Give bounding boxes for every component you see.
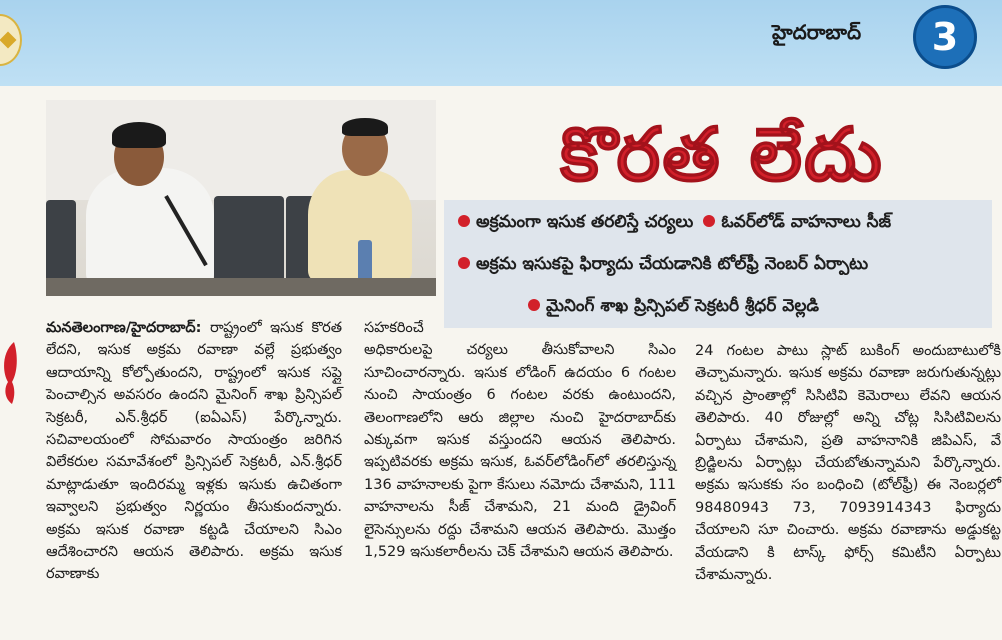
article-column-1 [46, 317, 342, 586]
city-label: హైదరాబాద్ [772, 20, 862, 44]
header-band [0, 0, 1002, 86]
bullet-line-3: మైనింగ్ శాఖ ప్రిన్సిపల్ సెక్రటరీ శ్రీధర్ వెల్లడి [528, 296, 819, 320]
bullet-dot-icon [528, 299, 540, 311]
bullet-line-1: అక్రమంగా ఇసుక తరలిస్తే చర్యలు ఓవర్‌లోడ్ వాహనాలు సీజ్ [458, 212, 891, 236]
newspaper-logo-icon [0, 14, 22, 66]
bullet-dot-icon [458, 257, 470, 269]
article-column-2-first-line: సహకరించే [364, 320, 424, 336]
article-column-1-text: రాష్ట్రంలో ఇసుక కొరత లేదని, ఇసుక అక్రమ రవాణా వల్లే ప్రభుత్వం ఆదాయాన్ని కోల్పోతుందని, రాష్ట్రంలో ఇసుక సప్లై పెంచాల్సిన అవసరం ఉందని మైనింగ్ శాఖ ప్రిన్సిపల్ సెక్రటరీ, ఎన్.శ్రీధర్ (ఐఏఎస్) పేర్కొన్నారు. సచివాలయంలో సోమవారం సాయంత్రం జరిగిన విలేకరుల సమావేశంలో ప్రిన్సిపల్ సెక్రటరీ, ఎన్.శ్రీధర్ మాట్లాడుతూ ఇందిరమ్మ ఇళ్లకు ఇసుకు ఉచితంగా ఇవ్వాలని ప్రభుత్వం నిర్ణయం తీసుకుందన్నారు. అక్రమ ఇసుక రవాణా కట్టడి చేయాలని సిఎం ఆదేశించారని ఆయన తెలిపారు. అక్రమ ఇసుక రవాణాకు [46, 320, 343, 583]
headline: కొరత లేదు [560, 112, 884, 198]
press-meet-photo [46, 100, 436, 296]
article-column-3 [695, 340, 1001, 586]
bullet-dot-icon [703, 215, 715, 227]
bullet-summary-box [444, 200, 992, 328]
bullet-dot-icon [458, 215, 470, 227]
article-column-2 [364, 317, 676, 563]
quote-mark-icon [0, 338, 18, 408]
article-column-2-text: అధికారులపై చర్యలు తీసుకోవాలని సిఎం సూచించారన్నారు. ఇసుక లోడింగ్ ఉదయం 6 గంటల నుంచి సాయంత్రం 6 గంటల వరకు ఉంటుందని, తెలంగాణలోని ఆరు జిల్లాల నుంచి హైదరాబాద్‌కు ఎక్కువగా ఇసుక వస్తుందని ఆయన తెలిపారు. ఇప్పటివరకు అక్రమ ఇసుక, ఓవర్‌లోడింగ్‌లో తరలిస్తున్న 136 వాహనాలకు పైగా కేసులు నమోదు చేశామని, 111 వాహనాలను సీజ్ చేశామని, 21 మంది డ్రైవింగ్ లైసెన్సులను రద్దు చేశామని ఆయన తెలిపారు. మొత్తం 1,529 ఇసుకలారీలను చెక్ చేశామని ఆయన తెలిపారు. [364, 342, 676, 561]
page-number-badge: 3 [913, 5, 977, 69]
article-dateline: మనతెలంగాణ/హైదరాబాద్: [46, 320, 202, 336]
bullet-line-2: అక్రమ ఇసుకపై ఫిర్యాదు చేయడానికి టోల్‌ఫ్రీ నెంబర్ ఏర్పాటు [458, 254, 868, 278]
article-column-3-text: 24 గంటల పాటు స్లాట్ బుకింగ్ అందుబాటులోకి తెచ్చామన్నారు. ఇసుక అక్రమ రవాణా జరుగుతున్నట్లు వచ్చిన ప్రాంతాల్లో సిసిటివి కెమెరాలు లేవని ఆయన తెలిపారు. 40 రోజుల్లో అన్ని చోట్ల సిసిటివిలను ఏర్పాటు చేశామని, ప్రతి వాహనానికి జిపిఎస్, వే బ్రిడ్జిలను ఏర్పాట్లు చేయబోతున్నామని పేర్కొన్నారు. అక్రమ ఇసుకకు సం బంధించి (టోల్‌ఫ్రీ) ఈ నెంబర్లలో 98480943 73, 7093914343 ఫిర్యాదు చేయాలని సూ చించారు. అక్రమ రవాణాను అడ్డుకట్ట వేయడాని కి టాస్క్ ఫోర్స్ కమిటీని ఏర్పాటు చేశామన్నారు. [695, 343, 1001, 584]
